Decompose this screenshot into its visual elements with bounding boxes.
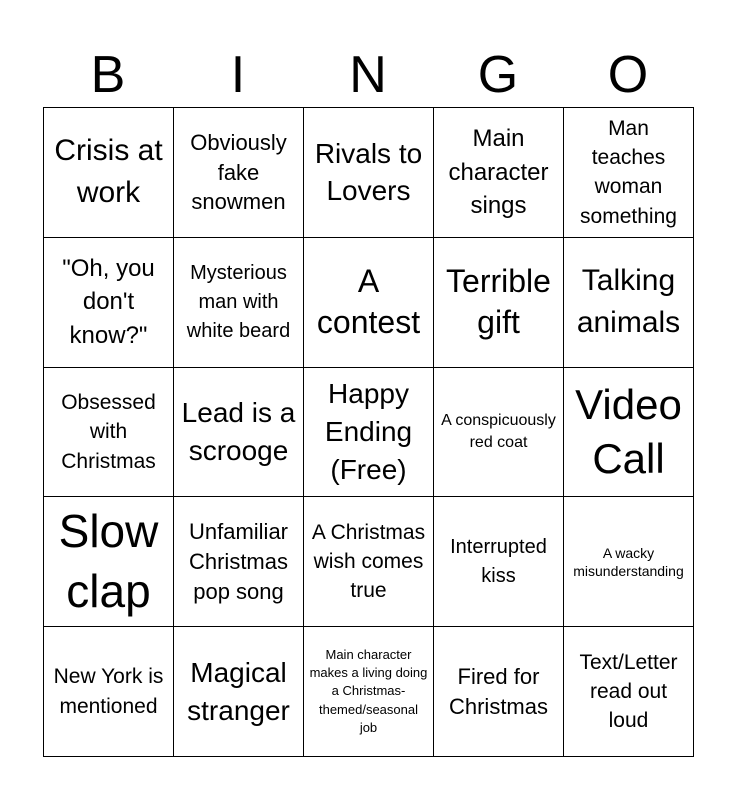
header-letter-n: N: [349, 46, 387, 104]
cell-text: Video Call: [575, 381, 682, 482]
bingo-cell[interactable]: [44, 497, 174, 627]
cell-text: Text/Letter read out loud: [579, 650, 678, 733]
cell-text: Lead is a scrooge: [181, 397, 296, 466]
cell-text: A contest: [316, 262, 421, 341]
cell-text: Obviously fake snowmen: [190, 129, 287, 215]
bingo-cell[interactable]: [564, 627, 694, 757]
header-letter-o: O: [607, 46, 649, 104]
bingo-cell[interactable]: [44, 627, 174, 757]
bingo-cell[interactable]: [174, 497, 304, 627]
header-letter-i: I: [230, 46, 246, 104]
cell-text: Terrible gift: [446, 262, 551, 341]
bingo-cell[interactable]: [434, 497, 564, 627]
cell-text: Man teaches woman something: [580, 116, 677, 228]
bingo-cell[interactable]: [44, 238, 174, 368]
bingo-cell[interactable]: [564, 238, 694, 368]
bingo-cell[interactable]: [304, 497, 434, 627]
cell-text: Interrupted kiss: [450, 535, 547, 587]
cell-text: "Oh, you don't know?": [62, 254, 155, 349]
bingo-cell[interactable]: [174, 238, 304, 368]
bingo-cell[interactable]: [434, 368, 564, 498]
bingo-cell[interactable]: [304, 238, 434, 368]
cell-text: New York is mentioned: [53, 665, 164, 718]
bingo-cell[interactable]: [174, 368, 304, 498]
bingo-card-grid: [43, 107, 694, 757]
cell-text: Obsessed with Christmas: [61, 390, 156, 473]
bingo-cell[interactable]: [564, 108, 694, 238]
cell-text: Rivals to Lovers: [314, 137, 423, 207]
cell-text: Happy Ending (Free): [324, 378, 413, 485]
bingo-header: [43, 44, 693, 106]
cell-text: A conspicuously red coat: [441, 412, 556, 451]
cell-text: Fired for Christmas: [448, 663, 548, 719]
cell-text: A wacky misunderstanding: [573, 544, 684, 579]
bingo-cell[interactable]: [174, 627, 304, 757]
bingo-cell[interactable]: [304, 627, 434, 757]
cell-text: Talking animals: [576, 264, 681, 340]
cell-text: Main character sings: [448, 125, 549, 220]
bingo-cell[interactable]: [434, 627, 564, 757]
bingo-cell[interactable]: [304, 108, 434, 238]
header-letter-b: B: [90, 46, 126, 104]
cell-text: A Christmas wish comes true: [311, 520, 426, 603]
cell-text: Unfamiliar Christmas pop song: [188, 519, 289, 604]
cell-text: Main character makes a living doing a Christmas-themed/seasonal job: [309, 647, 428, 735]
cell-text: Crisis at work: [54, 134, 163, 210]
cell-text: Slow clap: [58, 504, 159, 617]
bingo-cell[interactable]: [434, 238, 564, 368]
bingo-cell[interactable]: [564, 497, 694, 627]
cell-text: Mysterious man with white beard: [186, 261, 291, 342]
bingo-cell[interactable]: [564, 368, 694, 498]
bingo-cell[interactable]: [44, 368, 174, 498]
bingo-cell[interactable]: [434, 108, 564, 238]
bingo-cell[interactable]: [174, 108, 304, 238]
bingo-cell[interactable]: [44, 108, 174, 238]
bingo-cell[interactable]: [304, 368, 434, 498]
header-letter-g: G: [477, 46, 519, 104]
cell-text: Magical stranger: [187, 656, 290, 726]
